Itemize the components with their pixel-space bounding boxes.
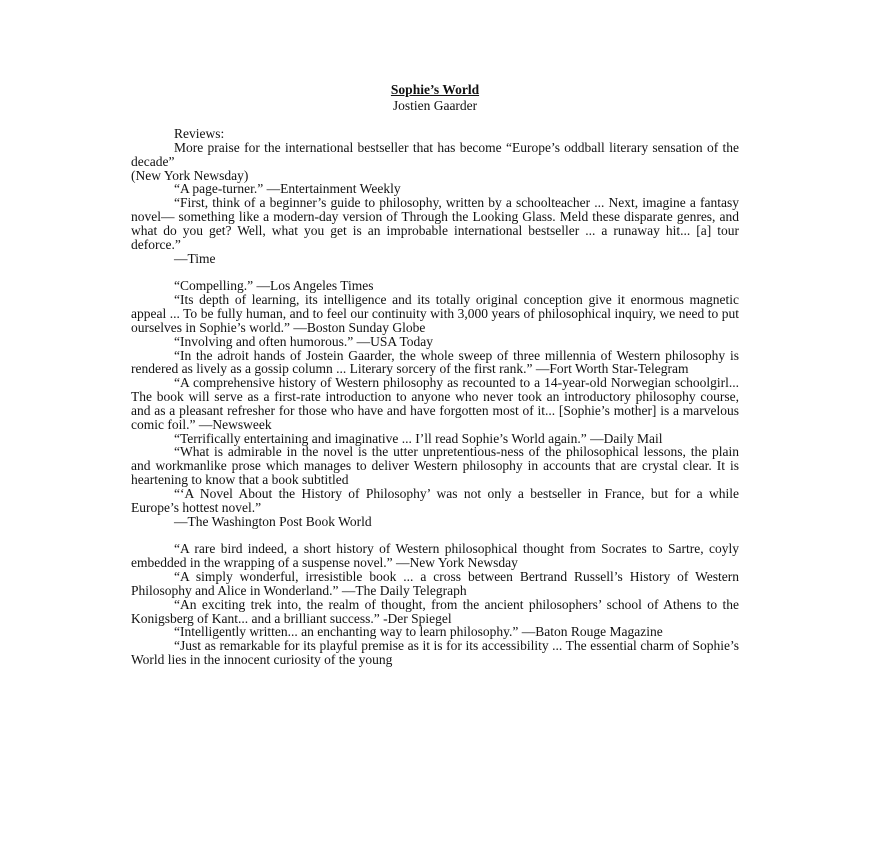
paragraph: “Involving and often humorous.” —USA Today <box>174 333 434 349</box>
paragraph: “Terrifically entertaining and imaginative ... I’ll read Sophie’s World again.” —Daily Mail <box>174 430 663 446</box>
document-title: Sophie’s World <box>390 82 480 97</box>
paragraph: “A rare bird indeed, a short history of Western philosophical thought from Socrates to Sartre, coyly embedded in the wrapping of a suspense novel.” —New York Newsday <box>131 541 739 571</box>
document-author: Jostien Gaarder <box>392 98 478 113</box>
reviews-body <box>131 127 739 667</box>
paragraph: “Intelligently written... an enchanting way to learn philosophy.” —Baton Rouge Magazine <box>174 624 663 640</box>
paragraph: “Compelling.” —Los Angeles Times <box>174 278 374 294</box>
paragraph: “Its depth of learning, its intelligence and its totally original conception give it enormous magnetic appeal ... To be fully human, and to feel our continuity with 3,000 years of philosophical inquiry, we need to put ourselves in Sophie’s world.” —Boston Sunday Globe <box>131 292 739 335</box>
paragraph: “‘A Novel About the History of Philosophy’ was not only a bestseller in France, but for a while Europe’s hottest novel.” <box>131 485 739 515</box>
paragraph: —The Washington Post Book World <box>174 513 372 529</box>
paragraph: More praise for the international bestseller that has become “Europe’s oddball literary sensation of the decade” <box>131 139 739 169</box>
paragraph: “A page-turner.” —Entertainment Weekly <box>174 181 401 197</box>
paragraph: “A simply wonderful, irresistible book ... a cross between Bertrand Russell’s History of Western Philosophy and Alice in Wonderland.” —The Daily Telegraph <box>131 569 739 598</box>
paragraph: “A comprehensive history of Western philosophy as recounted to a 14-year-old Norwegian schoolgirl... The book will serve as a first-rate introduction to anyone who never took an introductory philosophy course, and as a pleasant refresher for those who have and have forgotten most of it... [Sophie’s mother] is a marvelous comic foil.” —Newsweek <box>131 375 739 432</box>
paragraph: “First, think of a beginner’s guide to philosophy, written by a schoolteacher ... Next, imagine a fantasy novel— something like a modern-day version of Through the Looking Glass. Meld these disparate genres, and what do you get? Well, what you get is an improbable international bestseller ... a runaway hit... [a] tour deforce.” <box>131 195 739 252</box>
paragraph: “In the adroit hands of Jostein Gaarder, the whole sweep of three millennia of Western philosophy is rendered as lively as a gossip column ... Literary sorcery of the first rank.” —Fort Worth Star-Telegram <box>131 347 739 377</box>
reviews-heading: Reviews: <box>174 126 225 141</box>
paragraph: (New York Newsday) <box>131 167 249 183</box>
paragraph: “Just as remarkable for its playful premise as it is for its accessibility ... The essential charm of Sophie’s World lies in the innocent curiosity of the young <box>131 638 739 668</box>
paragraph: “What is admirable in the novel is the utter unpretentious-ness of the philosophical lessons, the plain and workmanlike prose which manages to deliver Western philosophy in accounts that are crystal clear. It is heartening to know that a book subtitled <box>131 444 739 488</box>
paragraph: —Time <box>174 250 216 266</box>
paragraph: “An exciting trek into, the realm of thought, from the ancient philosophers’ school of Athens to the Konigsberg of Kant... and a brilliant success.” -Der Spiegel <box>131 596 739 626</box>
